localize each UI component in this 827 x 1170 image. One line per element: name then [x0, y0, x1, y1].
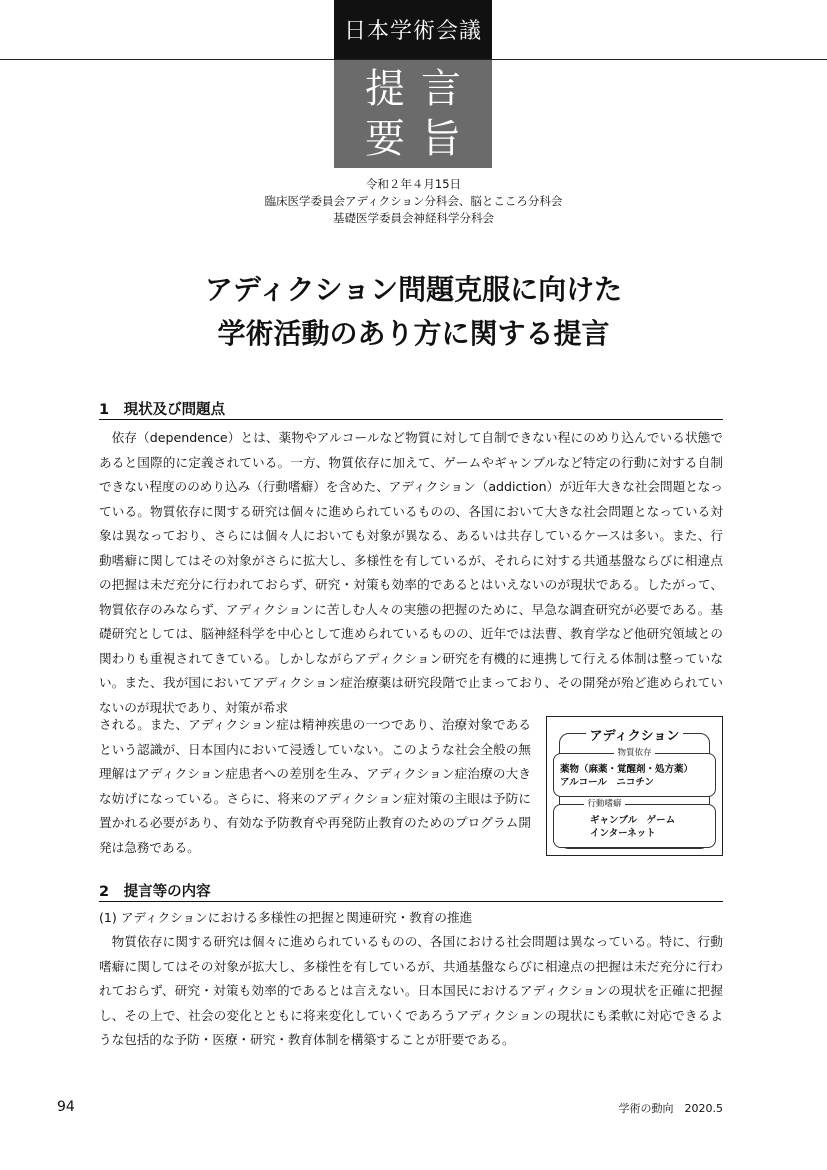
behavior-list-line2: インターネット [590, 828, 656, 839]
behavioral-addiction-box [553, 799, 716, 848]
document-type-line2: 要旨 [365, 116, 477, 162]
addiction-classification-figure [546, 716, 723, 856]
committee-line-2: 基礎医学委員会神経科学分科会 [333, 211, 494, 225]
page-number: 94 [57, 1099, 75, 1115]
section1-paragraph-continued: される。また、アディクション症は精神疾患の一つであり、治療対象であるという認識が、日本国内において浸透していない。このような社会全般の無理解はアディクション症患者への差別を生み、アディクション症治療の大きな妨げになっている。さらに、将来のアディクション症対策の主眼は予防に置かれる必要があり、有効な予防教育や再発防止教育のためのプログラム開発は急務である。 [99, 717, 531, 855]
document-title-line2: 学術活動のあり方に関する提言 [217, 317, 610, 350]
document-type-tag [334, 60, 492, 168]
committee-line-1: 臨床医学委員会アディクション分科会、脳とこころ分科会 [264, 194, 563, 208]
section1-paragraph: 依存（dependence）とは、薬物やアルコールなど物質に対して自制できない程にのめり込んでいる状態であると国際的に定義されている。一方、物質依存に加えて、ゲームやギャンブルなど特定の行動に対する自制できない程度ののめり込み（行動嗜癖）を含めた、アディクション（addiction）が近年大きな社会問題となっている。物質依存に関する研究は個々に進められているものの、各国において大きな社会問題となっている対象は異なっており、さらには個々人においても対象が異なる、あるいは共存しているケースは多い。また、行動嗜癖に関してはその対象がさらに拡大し、多様性を有しているが、それらに対する共通基盤ならびに相違点の把握は未だ充分に行われておらず、研究・対策も効率的であるとはいえないのが現状である。したがって、物質依存のみならず、アディクションに苦しむ人々の実態の把握のために、早急な調査研究が必要である。基礎研究としては、脳神経科学を中心として進められているものの、近年では法曹、教育学など他研究領域との関わりも重視されてきている。しかしながらアディクション研究を有機的に連携して行える体制は整っていない。また、我が国においてアディクション症治療薬は研究段階で止まっており、その開発が殆ど進められていないのが現状であり、対策が希求 [99, 430, 723, 715]
section2-paragraph: 物質依存に関する研究は個々に進められているものの、各国における社会問題は異なっている。特に、行動嗜癖に関してはその対象が拡大し、多様性を有しているが、共通基盤ならびに相違点の把握は未だ充分に行われておらず、研究・対策も効率的であるとは言えない。日本国民におけるアディクションの現状を正確に把握し、その上で、社会の変化とともに将来変化していくであろうアディクションの現状にも柔軟に対応できるような包括的な予防・医療・研究・教育体制を構築することが肝要である。 [99, 934, 723, 1047]
substance-dependence-box [553, 748, 716, 797]
journal-footer: 学術の動向 2020.5 [618, 1102, 723, 1115]
section-heading-current-issues: 1 現状及び問題点 [99, 398, 723, 420]
document-type-line1: 提言 [365, 66, 477, 112]
figure-title: アディクション [547, 725, 722, 744]
document-title-line1: アディクション問題克服に向けた [204, 273, 623, 306]
substance-list-line1: 薬物（麻薬・覚醒剤・処方薬） [560, 764, 694, 775]
section-heading-recommendations: 2 提言等の内容 [99, 880, 723, 902]
substance-dependence-label: 物質依存 [554, 748, 715, 759]
issue-date: 令和２年４月15日 [365, 177, 462, 191]
behavioral-addiction-label: 行動嗜癖 [524, 799, 685, 810]
organization-banner: 日本学術会議 [334, 0, 492, 59]
behavior-list-line1: ギャンブル ゲーム [590, 815, 676, 826]
substance-list-line2: アルコール ニコチン [560, 777, 654, 788]
recommendation-subheading-1: (1) アディクションにおける多様性の把握と関連研究・教育の推進 [99, 910, 473, 925]
